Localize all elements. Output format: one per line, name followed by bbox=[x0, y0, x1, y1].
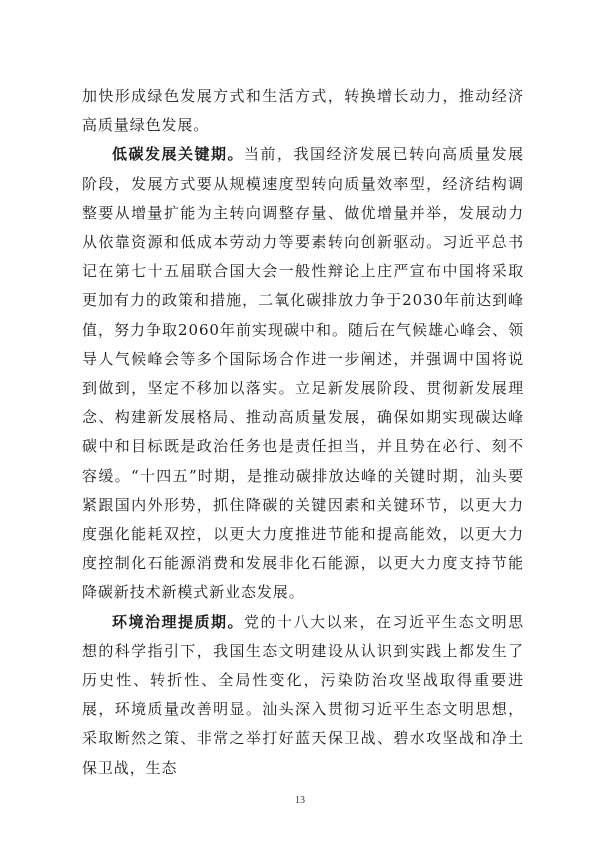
section-heading-environment: 环境治理提质期。 bbox=[112, 612, 245, 631]
paragraph-low-carbon bbox=[82, 140, 524, 607]
paragraph-text: 当前，我国经济发展已转向高质量发展阶段，发展方式要从规模速度型转向质量效率型，经济结构调整要从增量扩能为主转向调整存量、做优增量并举，发展动力从依靠资源和低成本劳动力等要素转向创新驱动。习近平总书记在第七十五届联合国大会一般性辩论上庄严宣布中国将采取更加有力的政策和措施，二氧化碳排放力争于2030年前达到峰值，努力争取2060年前实现碳中和。随后在气候雄心峰会、领导人气候峰会等多个国际场合作进一步阐述，并强调中国将说到做到，坚定不移加以落实。立足新发展阶段、贯彻新发展理念、构建新发展格局、推动高质量发展，确保如期实现碳达峰碳中和目标既是政治任务也是责任担当，并且势在必行、刻不容缓。“十四五”时期，是推动碳排放达峰的关键时期，汕头要紧跟国内外形势，抓住降碳的关键因素和关键环节，以更大力度强化能耗双控，以更大力度推进节能和提高能效，以更大力度控制化石能源消费和发展非化石能源，以更大力度支持节能降碳新技术新模式新业态发展。 bbox=[82, 145, 524, 602]
paragraph-text: 加快形成绿色发展方式和生活方式，转换增长动力，推动经济高质量绿色发展。 bbox=[82, 87, 524, 135]
page-number: 13 bbox=[295, 795, 305, 806]
paragraph-continuation bbox=[82, 82, 524, 140]
paragraph-environment bbox=[82, 608, 524, 783]
paragraph-text: 党的十八大以来，在习近平生态文明思想的科学指引下，我国生态文明建设从认识到实践上都发生了历史性、转折性、全局性变化，污染防治攻坚战取得重要进展，环境质量改善明显。汕头深入贯彻习近平生态文明思想，采取断然之策、非常之举打好蓝天保卫战、碧水攻坚战和净土保卫战，生态 bbox=[82, 612, 524, 777]
section-heading-low-carbon: 低碳发展关键期。 bbox=[112, 145, 245, 164]
document-page bbox=[82, 82, 524, 783]
